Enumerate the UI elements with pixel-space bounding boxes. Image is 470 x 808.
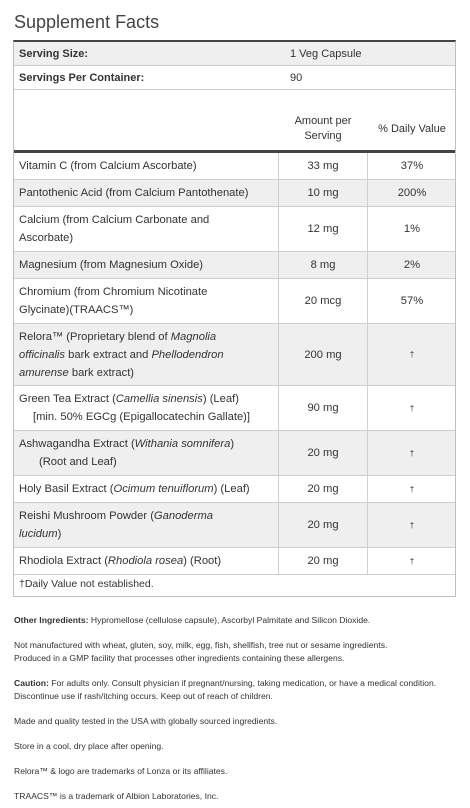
caution-statement: Caution: For adults only. Consult physician if pregnant/nursing, taking medication, or have a medical condition. Discontinue use if rash/itching occurs. Keep out of reach of children. xyxy=(14,678,437,701)
nutrient-name: Pantothenic Acid (from Calcium Pantothenate) xyxy=(19,187,249,199)
traacs-trademark: TRAACS™ is a trademark of Albion Laboratories, Inc. xyxy=(14,791,219,801)
table-row xyxy=(14,252,455,279)
nutrient-name: Magnesium (from Magnesium Oxide) xyxy=(19,259,204,271)
nutrient-dv: † xyxy=(409,350,415,359)
nutrient-name: Calcium (from Calcium Carbonate and Ascorbate) xyxy=(19,214,210,244)
nutrient-dv: 2% xyxy=(403,259,421,271)
allergen-statement: Not manufactured with wheat, gluten, soy, milk, egg, fish, shellfish, tree nut or sesame ingredients. Produced in a GMP facility that processes other ingredients containing these allergens. xyxy=(14,640,388,663)
nutrient-dv: † xyxy=(409,520,415,530)
nutrient-name: Ashwagandha Extract (Withania somnifera) (Root and Leaf) xyxy=(19,438,235,468)
nutrient-dv: † xyxy=(409,403,415,413)
table-row xyxy=(14,431,455,476)
supplement-facts-panel xyxy=(13,40,456,597)
table-row xyxy=(14,386,455,431)
column-header xyxy=(14,114,455,150)
nutrient-name: Holy Basil Extract (Ocimum tenuiflorum) (Leaf) xyxy=(19,483,250,495)
nutrient-name: Relora™ (Proprietary blend of Magnolia officinalis bark extract and Phellodendron amurense bark extract) xyxy=(19,331,224,379)
nutrient-name: Chromium (from Chromium Nicotinate Glycinate)(TRAACS™) xyxy=(19,286,208,316)
storage-note: Store in a cool, dry place after opening. xyxy=(14,741,164,751)
table-row xyxy=(14,180,455,207)
nutrient-amount: 8 mg xyxy=(278,252,368,278)
nutrient-amount: 20 mg xyxy=(278,431,368,475)
table-row xyxy=(14,153,455,180)
serving-size-row xyxy=(14,42,455,66)
page-title: Supplement Facts xyxy=(14,12,160,32)
nutrient-dv: † xyxy=(409,556,415,566)
daily-value-header: % Daily Value xyxy=(378,123,446,135)
nutrient-amount: 200 mg xyxy=(278,324,368,385)
nutrient-amount: 20 mg xyxy=(278,548,368,574)
nutrient-dv: 57% xyxy=(400,295,424,307)
nutrient-amount: 10 mg xyxy=(278,180,368,206)
nutrient-dv: 37% xyxy=(400,160,424,172)
table-row xyxy=(14,279,455,324)
nutrient-dv: 1% xyxy=(403,223,421,235)
nutrient-name: Green Tea Extract (Camellia sinensis) (Leaf) [min. 50% EGCg (Epigallocatechin Gallate)] xyxy=(19,393,251,423)
nutrient-dv: † xyxy=(409,448,415,458)
nutrient-dv: † xyxy=(409,484,415,494)
nutrient-amount: 20 mg xyxy=(278,503,368,547)
daily-value-footnote: †Daily Value not established. xyxy=(19,578,154,590)
servings-per-container-label: Servings Per Container: xyxy=(19,71,145,84)
label-notes xyxy=(14,614,459,808)
nutrient-dv: 200% xyxy=(397,187,427,199)
relora-trademark: Relora™ & logo are trademarks of Lonza or its affiliates. xyxy=(14,766,228,776)
nutrient-amount: 33 mg xyxy=(278,153,368,179)
nutrient-amount: 20 mcg xyxy=(278,279,368,323)
servings-per-container-value: 90 xyxy=(290,71,303,84)
nutrient-name: Vitamin C (from Calcium Ascorbate) xyxy=(19,160,197,172)
table-row xyxy=(14,503,455,548)
serving-size-label: Serving Size: xyxy=(19,47,89,60)
nutrient-amount: 90 mg xyxy=(278,386,368,430)
amount-per-serving-header: Amount per Serving xyxy=(294,115,352,142)
nutrient-name: Rhodiola Extract (Rhodiola rosea) (Root) xyxy=(19,555,222,567)
table-row xyxy=(14,324,455,386)
servings-per-container-row xyxy=(14,66,455,90)
nutrient-amount: 12 mg xyxy=(278,207,368,251)
table-row xyxy=(14,207,455,252)
other-ingredients: Other Ingredients: Hypromellose (cellulose capsule), Ascorbyl Palmitate and Silicon Dioxide. xyxy=(14,615,371,625)
serving-size-value: 1 Veg Capsule xyxy=(290,47,362,60)
nutrient-amount: 20 mg xyxy=(278,476,368,502)
nutrient-name: Reishi Mushroom Powder (Ganoderma lucidum) xyxy=(19,510,214,540)
table-row xyxy=(14,548,455,575)
table-row xyxy=(14,476,455,503)
made-in-usa: Made and quality tested in the USA with globally sourced ingredients. xyxy=(14,716,278,726)
